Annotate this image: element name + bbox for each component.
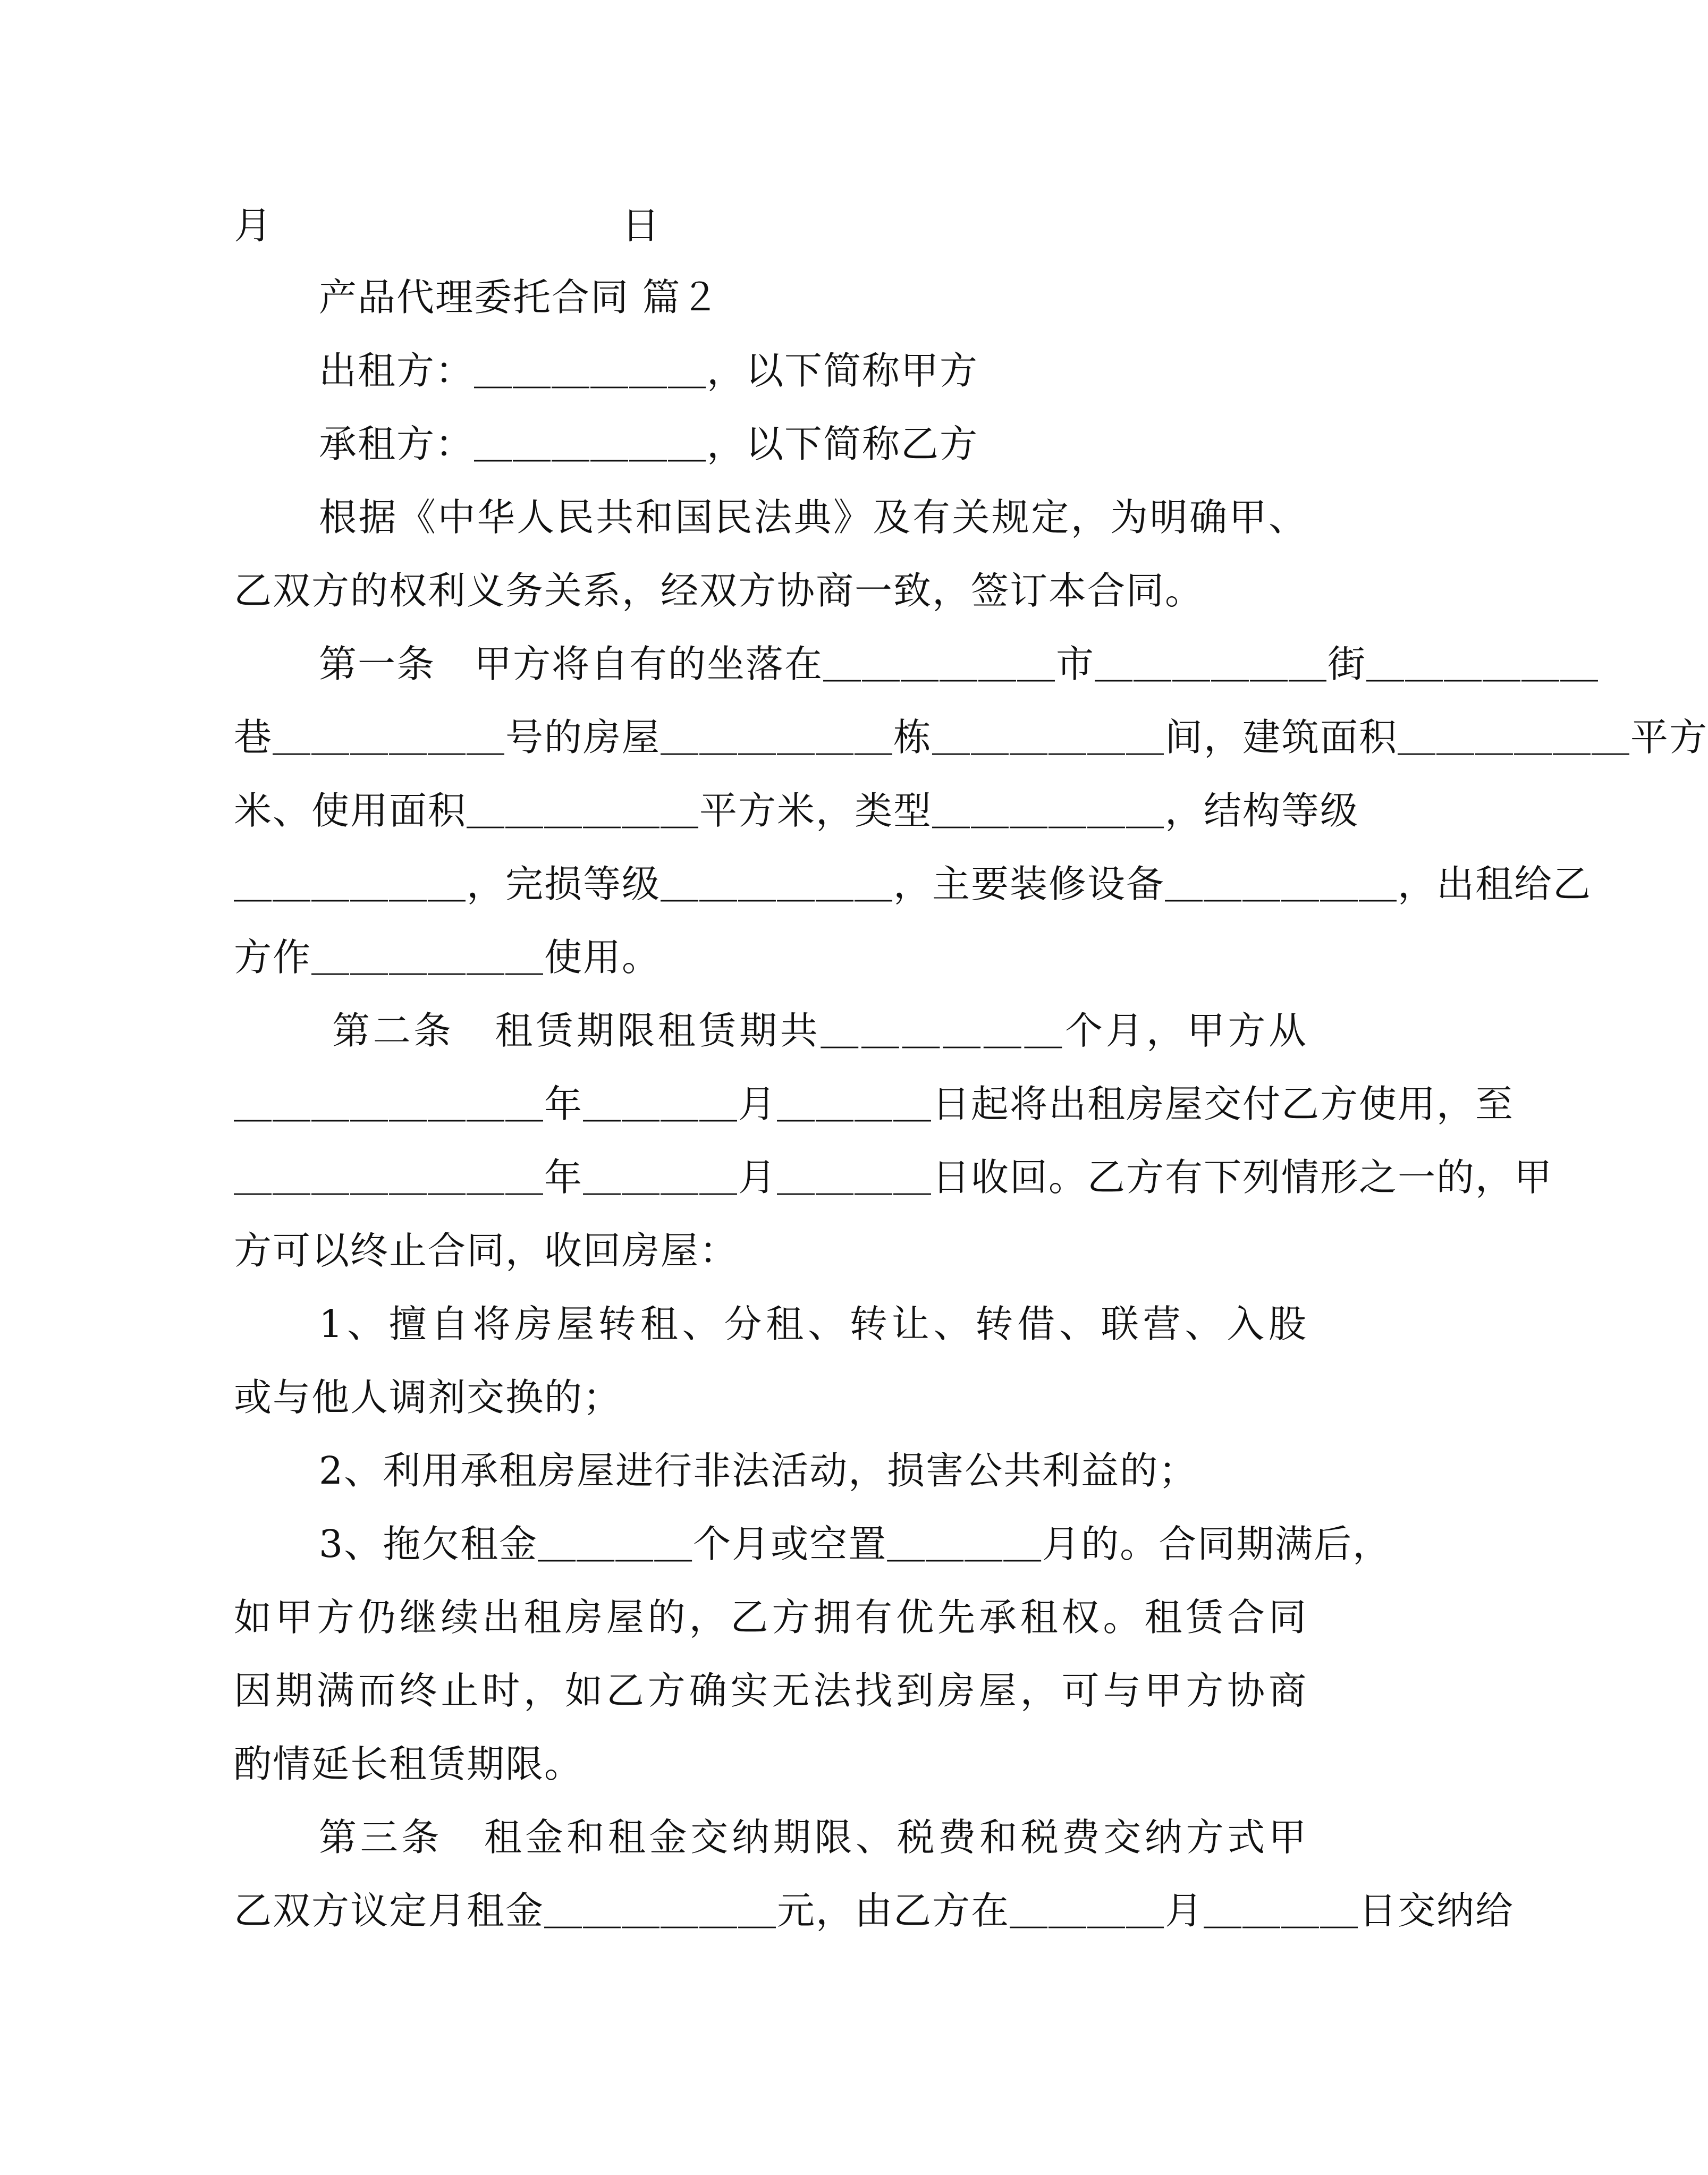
list-item-3: 3、拖欠租金＿＿＿＿个月或空置＿＿＿＿月的。合同期满后， xyxy=(319,1522,1392,1566)
article-three-line: 第三条 租金和租金交纳期限、税费和税费交纳方式甲 xyxy=(319,1815,1307,1859)
paragraph-line: 方作＿＿＿＿＿＿使用。 xyxy=(234,935,661,979)
paragraph-line: ＿＿＿＿＿＿，完损等级＿＿＿＿＿＿，主要装修设备＿＿＿＿＿＿，出租给乙 xyxy=(234,862,1592,906)
paragraph-line: 米、使用面积＿＿＿＿＿＿平方米，类型＿＿＿＿＿＿，结构等级 xyxy=(234,789,1359,833)
article-two-line: 第二条 租赁期限租赁期共＿＿＿＿＿＿个月，甲方从 xyxy=(332,1009,1307,1053)
paragraph-line: 如甲方仍继续出租房屋的，乙方拥有优先承租权。租赁合同 xyxy=(234,1595,1307,1639)
date-line: 月 日 xyxy=(234,204,661,248)
article-one-line: 第一条 甲方将自有的坐落在＿＿＿＿＿＿市＿＿＿＿＿＿街＿＿＿＿＿＿ xyxy=(319,642,1600,686)
paragraph-line: 乙双方议定月租金＿＿＿＿＿＿元，由乙方在＿＿＿＿月＿＿＿＿日交纳给 xyxy=(234,1889,1515,1933)
list-item-1: 1、擅自将房屋转租、分租、转让、转借、联营、入股 xyxy=(319,1302,1307,1346)
section-title: 产品代理委托合同 篇２ xyxy=(319,275,720,319)
paragraph-line: 方可以终止合同，收回房屋： xyxy=(234,1229,739,1273)
paragraph-line: 乙双方的权利义务关系，经双方协商一致，签订本合同。 xyxy=(234,569,1204,613)
paragraph-line: 根据《中华人民共和国民法典》及有关规定，为明确甲、 xyxy=(319,495,1307,539)
paragraph-line: 酌情延长租赁期限。 xyxy=(234,1742,584,1786)
lessee-line: 承租方：＿＿＿＿＿＿，以下简称乙方 xyxy=(319,422,979,466)
paragraph-line: 因期满而终止时，如乙方确实无法找到房屋，可与甲方协商 xyxy=(234,1669,1307,1713)
paragraph-line: 巷＿＿＿＿＿＿号的房屋＿＿＿＿＿＿栋＿＿＿＿＿＿间，建筑面积＿＿＿＿＿＿平方 xyxy=(234,715,1708,759)
list-item-2: 2、利用承租房屋进行非法活动，损害公共利益的； xyxy=(319,1449,1198,1493)
paragraph-line: 或与他人调剂交换的； xyxy=(234,1375,622,1419)
paragraph-line: ＿＿＿＿＿＿＿＿年＿＿＿＿月＿＿＿＿日收回。乙方有下列情形之一的，甲 xyxy=(234,1155,1553,1199)
lessor-line: 出租方：＿＿＿＿＿＿，以下简称甲方 xyxy=(319,349,979,393)
paragraph-line: ＿＿＿＿＿＿＿＿年＿＿＿＿月＿＿＿＿日起将出租房屋交付乙方使用，至 xyxy=(234,1082,1515,1126)
